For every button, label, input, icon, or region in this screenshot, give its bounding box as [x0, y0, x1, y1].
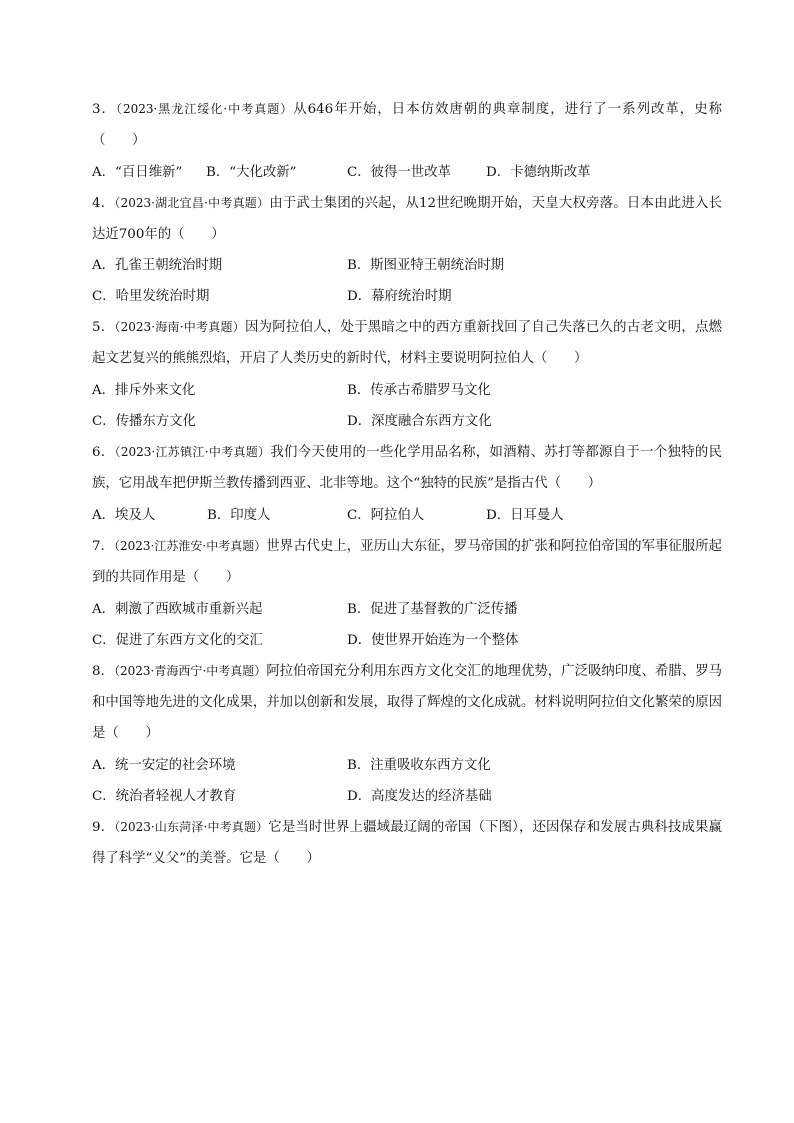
- option-a[interactable]: A．排斥外来文化: [92, 383, 196, 398]
- question-8: [92, 656, 722, 749]
- option-d[interactable]: D．高度发达的经济基础: [347, 789, 492, 804]
- question-text: 由于武士集团的兴起，从12世纪晚期开始，天皇大权旁落。日本由此进入长达近700年的（ ）: [92, 196, 722, 242]
- option-d[interactable]: D．幕府统治时期: [347, 289, 452, 304]
- question-9: [92, 812, 722, 874]
- option-a[interactable]: A．“百日维新”: [92, 165, 183, 180]
- question-number: 7．: [92, 539, 114, 554]
- question-text: 从646年开始，日本仿效唐朝的典章制度，进行了一系列改革，史称（ ）: [92, 102, 722, 148]
- option-b[interactable]: B．印度人: [207, 508, 271, 523]
- question-source: （2023·青海西宁·中考真题）: [113, 664, 267, 678]
- question-source: （2023·山东菏泽·中考真题）: [114, 820, 269, 834]
- question-source: （2023·黑龙江绥化·中考真题）: [115, 102, 294, 116]
- option-d[interactable]: D．深度融合东西方文化: [347, 414, 492, 429]
- question-source: （2023·江苏镇江·中考真题）: [114, 445, 271, 459]
- question-3: [92, 94, 722, 156]
- question-text: 因为阿拉伯人，处于黑暗之中的西方重新找回了自己失落已久的古老文明，点燃起文艺复兴的熊熊烈焰，开启了人类历史的新时代，材料主要说明阿拉伯人（ ）: [92, 320, 723, 366]
- question-number: 5．: [92, 320, 115, 335]
- question-text: 它是当时世界上疆域最辽阔的帝国（下图），还因保存和发展古典科技成果赢得了科学“义父”的美誉。它是（ ）: [92, 820, 722, 866]
- option-d[interactable]: D．使世界开始连为一个整体: [347, 633, 519, 648]
- option-a[interactable]: A．埃及人: [92, 508, 156, 523]
- option-c[interactable]: C．阿拉伯人: [347, 508, 425, 523]
- question-number: 3．: [92, 102, 116, 117]
- question-7: [92, 531, 722, 593]
- question-source: （2023·海南·中考真题）: [114, 320, 246, 334]
- option-b[interactable]: B．注重吸收东西方文化: [347, 758, 491, 773]
- option-b[interactable]: B．“大化改新”: [206, 165, 297, 180]
- question-6: [92, 437, 722, 499]
- option-c[interactable]: C．彼得一世改革: [347, 165, 451, 180]
- option-c[interactable]: C．哈里发统治时期: [92, 289, 210, 304]
- question-source: （2023·湖北宜昌·中考真题）: [114, 196, 270, 210]
- question-4: [92, 188, 722, 250]
- option-c[interactable]: C．统治者轻视人才教育: [92, 789, 237, 804]
- question-text: 阿拉伯帝国充分利用东西方文化交汇的地理优势，广泛吸纳印度、希腊、罗马和中国等地先进的文化成果，并加以创新和发展，取得了辉煌的文化成就。材料说明阿拉伯文化繁荣的原因是（ ）: [92, 664, 722, 741]
- question-number: 9．: [92, 820, 115, 835]
- option-d[interactable]: D．卡德纳斯改革: [486, 165, 591, 180]
- option-a[interactable]: A．孔雀王朝统治时期: [92, 258, 223, 273]
- question-source: （2023·江苏淮安·中考真题）: [113, 539, 267, 553]
- question-number: 6．: [92, 445, 115, 460]
- question-text: 世界古代史上，亚历山大东征，罗马帝国的扩张和阿拉伯帝国的军事征服所起到的共同作用是（ ）: [92, 539, 722, 585]
- question-5: [92, 312, 722, 374]
- question-number: 8．: [92, 664, 114, 679]
- question-text: 我们今天使用的一些化学用品名称，如酒精、苏打等都源自于一个独特的民族，它用战车把伊斯兰教传播到西亚、北非等地。这个“独特的民族”是指古代（ ）: [92, 445, 722, 491]
- option-b[interactable]: B．传承古希腊罗马文化: [347, 383, 491, 398]
- option-a[interactable]: A．统一安定的社会环境: [92, 758, 236, 773]
- option-d[interactable]: D．日耳曼人: [486, 508, 564, 523]
- option-c[interactable]: C．传播东方文化: [92, 414, 196, 429]
- option-c[interactable]: C．促进了东西方文化的交汇: [92, 633, 263, 648]
- option-b[interactable]: B．促进了基督教的广泛传播: [347, 602, 518, 617]
- question-number: 4．: [92, 196, 115, 211]
- option-b[interactable]: B．斯图亚特王朝统治时期: [347, 258, 505, 273]
- option-a[interactable]: A．刺激了西欧城市重新兴起: [92, 602, 263, 617]
